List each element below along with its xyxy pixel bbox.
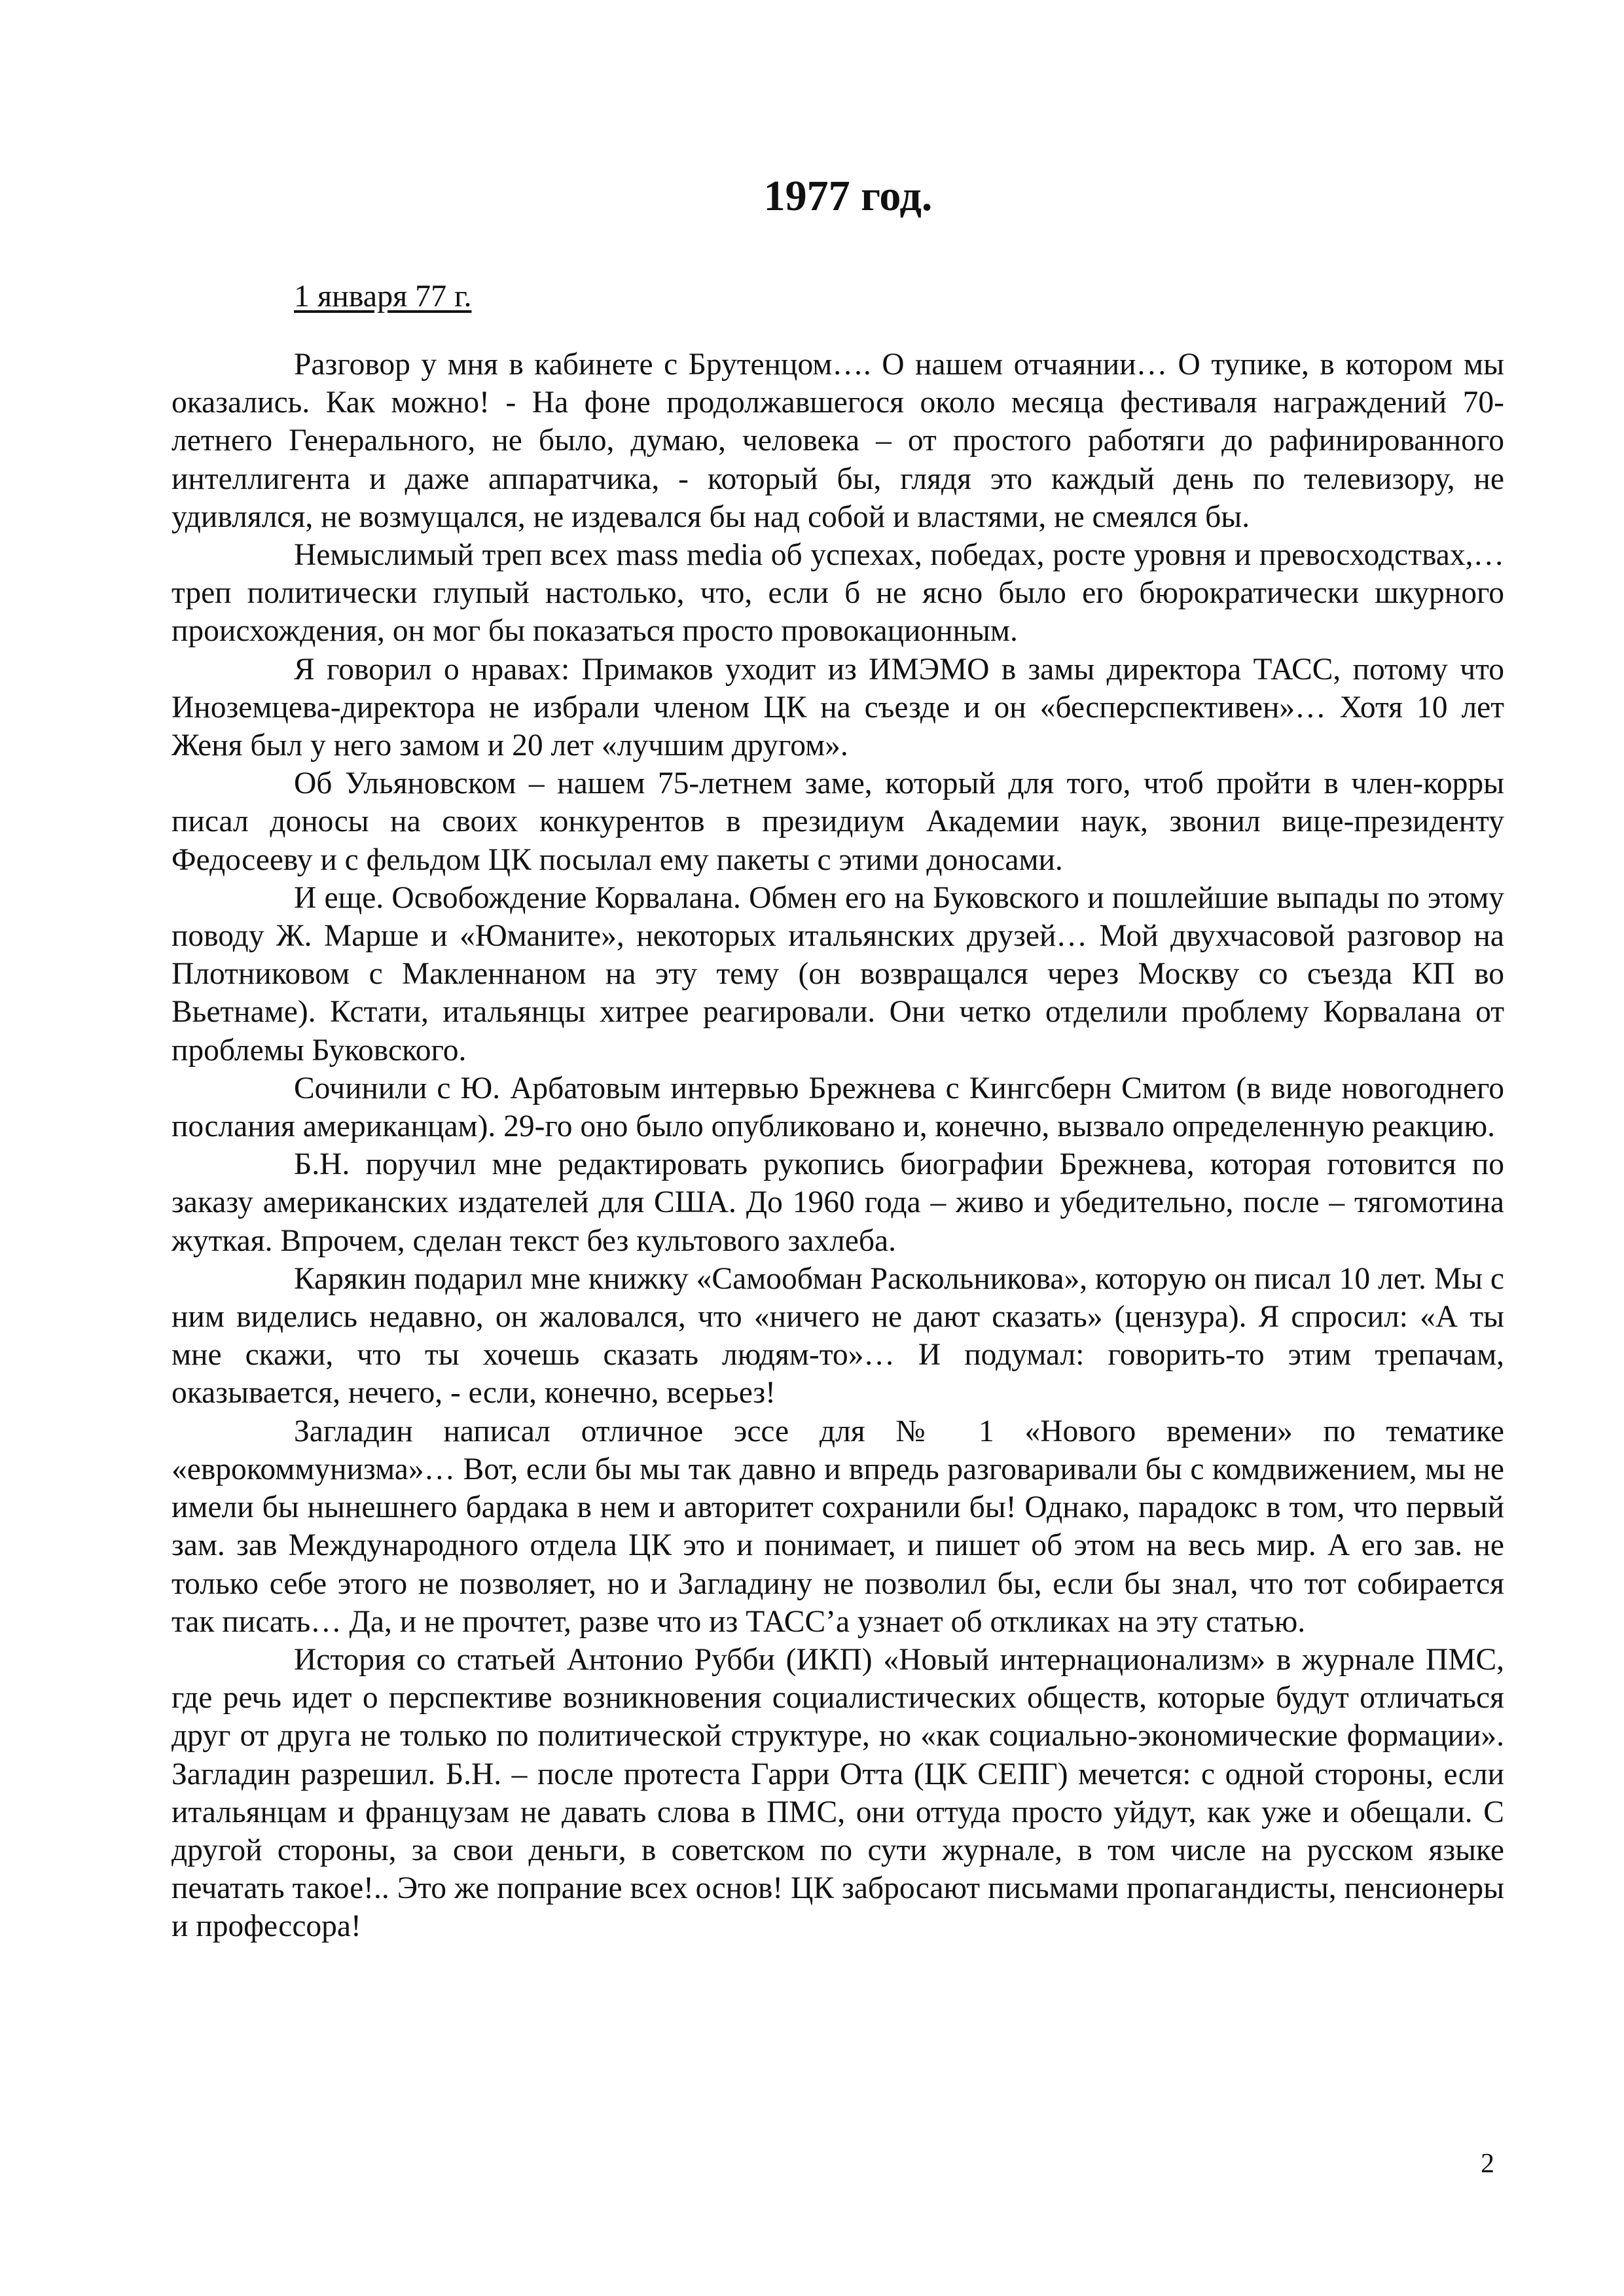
paragraph: История со статьей Антонио Рубби (ИКП) «Новый интернационализм» в журнале ПМС, где речь идет о перспективе возникновения социалистических обществ, которые будут отличаться друг от друга не только по политической структуре, но «как социально-экономические формации». Загладин разрешил. Б.Н. – после протеста Гарри Отта (ЦК СЕПГ) мечется: с одной стороны, если итальянцам и французам не давать слова в ПМС, они оттуда просто уйдут, как уже и обещали. С другой стороны, за свои деньги, в советском по сути журнале, в том числе на русском языке печатать такое!.. Это же попрание всех основ! ЦК забросают письмами пропагандисты, пенсионеры и профессора! bbox=[171, 1642, 1504, 1944]
paragraph: Загладин написал отличное эссе для № 1 «Нового времени» по тематике «еврокоммунизма»… Вот, если бы мы так давно и впредь разговаривали бы с комдвижением, мы не имели бы нынешнего бардака в нем и авторитет сохранили бы! Однако, парадокс в том, что первый зам. зав Международного отдела ЦК это и понимает, и пишет об этом на весь мир. А его зав. не только себе этого не позволяет, но и Загладину не позволил бы, если бы знал, что тот собирается так писать… Да, и не прочтет, разве что из ТАСС’а узнает об откликах на эту статью. bbox=[171, 1414, 1504, 1639]
paragraph: Об Ульяновском – нашем 75-летнем заме, который для того, чтоб пройти в член-корры писал доносы на своих конкурентов в президиум Академии наук, звонил вице-президенту Федосееву и с фельдом ЦК посылал ему пакеты с этими доносами. bbox=[171, 766, 1504, 877]
page-number: 2 bbox=[1481, 2149, 1494, 2179]
paragraph: И еще. Освобождение Корвалана. Обмен его на Буковского и пошлейшие выпады по этому поводу Ж. Марше и «Юманите», некоторых итальянских друзей… Мой двухчасовой разговор на Плотниковом с Макленнаном на эту тему (он возвращался через Москву со съезда КП во Вьетнаме). Кстати, итальянцы хитрее реагировали. Они четко отделили проблему Корвалана от проблемы Буковского. bbox=[171, 880, 1504, 1067]
paragraph: Б.Н. поручил мне редактировать рукопись биографии Брежнева, которая готовится по заказу американских издателей для США. До 1960 года – живо и убедительно, после – тягомотина жуткая. Впрочем, сделан текст без культового захлеба. bbox=[171, 1147, 1504, 1258]
paragraph: Разговор у мня в кабинете с Брутенцом…. О нашем отчаянии… О тупике, в котором мы оказались. Как можно! - На фоне продолжавшегося около месяца фестиваля награждений 70-летнего Генерального, не было, думаю, человека – от простого работяги до рафинированного интеллигента и даже аппаратчика, - который бы, глядя это каждый день по телевизору, не удивлялся, не возмущался, не издевался бы над собой и властями, не смеялся бы. bbox=[171, 348, 1504, 534]
entry-date: 1 января 77 г. bbox=[294, 279, 472, 314]
paragraph: Сочинили с Ю. Арбатовым интервью Брежнева с Кингсберн Смитом (в виде новогоднего послания американцам). 29-го оно было опубликовано и, конечно, вызвало определенную реакцию. bbox=[171, 1071, 1504, 1144]
document-body bbox=[171, 346, 1504, 1946]
paragraph: Карякин подарил мне книжку «Самообман Раскольникова», которую он писал 10 лет. Мы с ним виделись недавно, он жаловался, что «ничего не дают сказать» (цензура). Я спросил: «А ты мне скажи, что ты хочешь сказать людям-то»… И подумал: говорить-то этим трепачам, оказывается, нечего, - если, конечно, всерьез! bbox=[171, 1261, 1504, 1410]
document-title: 1977 год. bbox=[763, 172, 933, 220]
paragraph: Я говорил о нравах: Примаков уходит из ИМЭМО в замы директора ТАСС, потому что Иноземцева-директора не избрали членом ЦК на съезде и он «бесперспективен»… Хотя 10 лет Женя был у него замом и 20 лет «лучшим другом». bbox=[171, 652, 1504, 763]
paragraph: Немыслимый треп всех mass media об успехах, победах, росте уровня и превосходствах,… треп политически глупый настолько, что, если б не ясно было его бюрократически шкурного происхождения, он мог бы показаться просто провокационным. bbox=[171, 538, 1504, 649]
